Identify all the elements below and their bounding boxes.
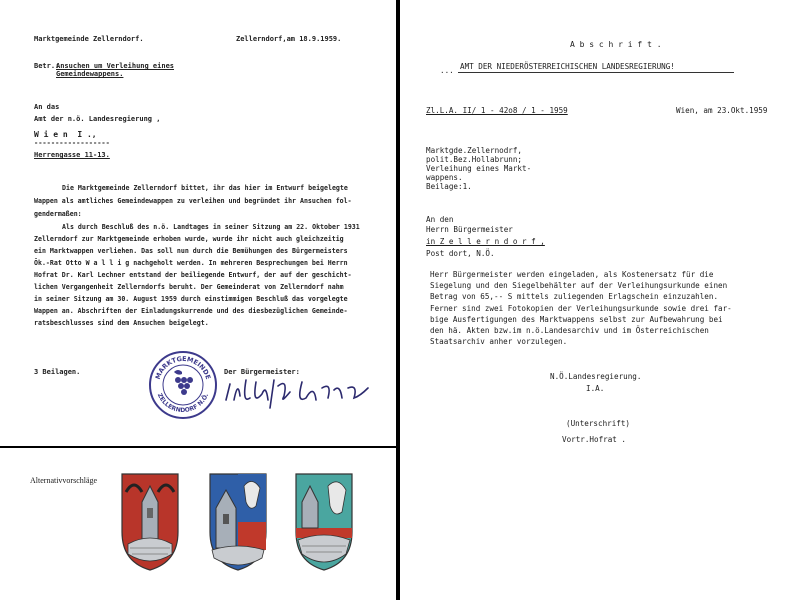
addressee-line-4: Post dort, N.Ö. xyxy=(426,249,495,258)
subject-line: Beilage:1. xyxy=(426,182,472,191)
alternatives-panel xyxy=(0,448,396,600)
body-line: gendermaßen: xyxy=(34,210,82,218)
signature-note: (Unterschrift) xyxy=(566,419,631,428)
authority-rule xyxy=(458,72,734,73)
subject-line: polit.Bez.Hollabrunn; xyxy=(426,155,523,164)
subject-line: wappens. xyxy=(426,173,463,182)
body-line: Hofrat Dr. Karl Lechner entstand der beiliegende Entwurf, der auf der geschicht- xyxy=(34,271,352,279)
alternatives-caption: Alternativvorschläge xyxy=(30,476,98,485)
stamp-bottom-text: ZELLERNDORF N.Ö. xyxy=(155,392,211,415)
addressee-street: Herrengasse 11-13. xyxy=(34,151,110,159)
body-line: ratsbeschlusses sind dem Ansuchen beigelegt. xyxy=(34,319,209,327)
body-line: Zellerndorf zur Marktgemeinde erhoben wurde, wurde ihr nicht auch gleichzeitig xyxy=(34,235,344,243)
body-line: Die Marktgemeinde Zellerndorf bittet, ihr das hier im Entwurf beigelegte xyxy=(62,184,348,192)
right-letter xyxy=(400,0,798,600)
body-line: bige Ausfertigungen des Marktwappens selbst zur Aufbewahrung bei xyxy=(430,315,723,324)
sender: Marktgemeinde Zellerndorf. xyxy=(34,35,144,43)
municipal-stamp xyxy=(148,350,218,420)
authority-prefix: ... xyxy=(440,66,454,75)
addressee-city: W i e n I ., xyxy=(34,130,97,139)
place-date: Zellerndorf,am 18.9.1959. xyxy=(236,35,342,43)
body-line: Ök.-Rat Otto W a l l i g nachgeholt werden. In mehreren Besprechungen bei Herrn xyxy=(34,259,348,267)
subject-line-2: Gemeindewappens. xyxy=(56,70,124,78)
body-line: Siegelung und den Siegelbehälter auf der Verleihungsurkunde einen xyxy=(430,281,728,290)
body-line: Wappen als amtliches Gemeindewappen zu verleihen und begründet ihr Ansuchen fol- xyxy=(34,197,352,205)
closing-line-2: I.A. xyxy=(586,384,605,393)
signer-title: Der Bürgermeister: xyxy=(224,368,300,376)
addressee-line-3: in Z e l l e r n d o r f , xyxy=(426,237,545,246)
coat-of-arms-3 xyxy=(294,472,354,572)
body-line: den hä. Akten bzw.im n.ö.Landesarchiv und im Österreichischen xyxy=(430,326,709,335)
coat-of-arms-2 xyxy=(208,472,268,572)
body-line: Wappen an. Abschriften der Einladungskurrende und des diesbezüglichen Gemeinde- xyxy=(34,307,348,315)
coat-of-arms-1 xyxy=(120,472,180,572)
addressee-line-2: Amt der n.ö. Landesregierung , xyxy=(34,115,161,123)
body-line: Herr Bürgermeister werden eingeladen, als Kostenersatz für die xyxy=(430,270,714,279)
addressee-line-1: An den xyxy=(426,215,454,224)
body-line: Als durch Beschluß des n.ö. Landtages in seiner Sitzung am 22. Oktober 1931 xyxy=(62,223,360,231)
body-line: Staatsarchiv anher vorzulegen. xyxy=(430,337,568,346)
addressee-line-2: Herrn Bürgermeister xyxy=(426,225,513,234)
subject-line: Verleihung eines Markt- xyxy=(426,164,532,173)
subject-line: Marktgde.Zellernodrf, xyxy=(426,146,523,155)
stamp-top-text: MARKTGEMEINDE xyxy=(153,354,213,381)
authority: AMT DER NIEDERÖSTERREICHISCHEN LANDESREGIERUNG! xyxy=(460,62,675,71)
body-line: in seiner Sitzung am 30. August 1959 durch einstimmigen Beschluß das vorgelegte xyxy=(34,295,348,303)
addressee-city-rule: ------------------ xyxy=(34,139,110,147)
body-line: lichen Vergangenheit Zellerndorfs beruht. Der Gemeinderat von Zellerndorf nahm xyxy=(34,283,344,291)
reference-number: Zl.L.A. II/ 1 - 42o8 / 1 - 1959 xyxy=(426,106,568,115)
closing-line-1: N.Ö.Landesregierung. xyxy=(550,372,642,381)
letter-date: Wien, am 23.Okt.1959 xyxy=(676,106,768,115)
subject-line-1: Ansuchen um Verleihung eines xyxy=(56,62,175,70)
body-line: ein Marktwappen verliehen. Das soll nun durch die Bemühungen des Bürgermeisters xyxy=(34,247,348,255)
body-line: Ferner sind zwei Fotokopien der Verleihungsurkunde sowie drei far- xyxy=(430,304,732,313)
signer: Vortr.Hofrat . xyxy=(562,435,627,444)
left-letter xyxy=(0,0,396,446)
enclosures: 3 Beilagen. xyxy=(34,368,81,376)
subject-label: Betr.: xyxy=(34,62,60,70)
copy-heading: A b s c h r i f t . xyxy=(570,40,662,49)
addressee-line-1: An das xyxy=(34,103,60,111)
handwritten-signature xyxy=(222,374,372,410)
body-line: Betrag von 65,-- S mittels zuliegenden Erlagschein einzuzahlen. xyxy=(430,292,719,301)
